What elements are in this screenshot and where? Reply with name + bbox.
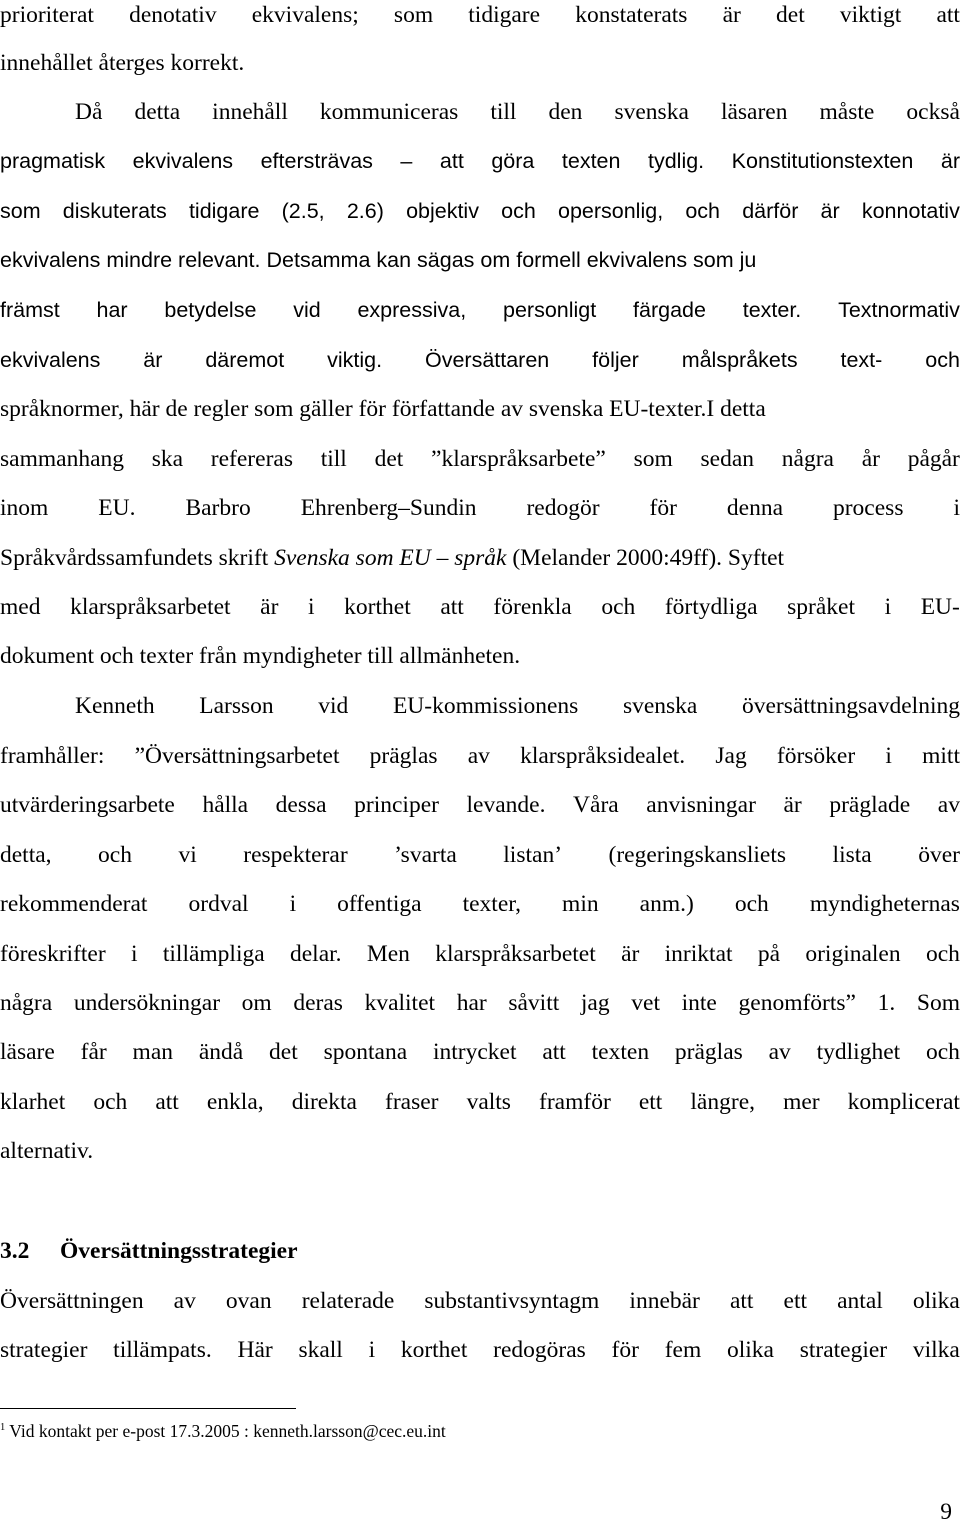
section-number: 3.2 <box>0 1238 30 1264</box>
footnote-separator <box>0 1408 296 1409</box>
line-text: ekvivalens mindre relevant. Detsamma kan sägas om formell ekvivalens som ju <box>0 248 757 272</box>
word: redogör <box>526 495 600 521</box>
word: som <box>0 199 41 223</box>
word: mer <box>783 1089 820 1115</box>
word: det <box>776 2 805 28</box>
text-line <box>0 1037 960 1067</box>
word: främst <box>0 298 60 322</box>
word: mitt <box>922 743 960 769</box>
footnote-text: Vid kontakt per e-post 17.3.2005 : kenneth.larsson@cec.eu.int <box>5 1421 446 1441</box>
word: enkla, <box>206 1089 264 1115</box>
word: antal <box>837 1288 883 1314</box>
word: texten <box>591 1039 650 1065</box>
text-line <box>0 0 960 30</box>
word: deras <box>293 990 343 1016</box>
word: ”Översättningsarbetet <box>134 743 340 769</box>
word: därför <box>742 199 799 223</box>
word: anm.) <box>639 891 694 917</box>
text-line <box>0 196 960 226</box>
word: framhåller: <box>0 743 105 769</box>
word: strategier <box>0 1337 88 1363</box>
word: Textnormativ <box>838 298 960 322</box>
word: texter. <box>742 298 802 322</box>
word: fem <box>664 1337 702 1363</box>
word: i <box>289 891 297 917</box>
word: klarspråksarbetet <box>435 941 596 967</box>
line-text-start: Språkvårdssamfundets skrift <box>0 545 275 571</box>
word: Då <box>75 99 103 125</box>
word: det <box>269 1039 298 1065</box>
word: korthet <box>400 1337 468 1363</box>
word: olika <box>912 1288 960 1314</box>
word: av <box>768 1039 791 1065</box>
publication-title: Svenska som EU – språk <box>274 545 507 571</box>
word: är <box>722 2 741 28</box>
word: genomförts” <box>738 990 856 1016</box>
word: Översättaren <box>424 348 550 372</box>
word: tydlighet <box>816 1039 901 1065</box>
word: att <box>439 149 464 173</box>
word: tidigare <box>468 2 541 28</box>
word: listan’ <box>503 842 563 868</box>
word: ordval <box>188 891 249 917</box>
word: klarspråksidealet. <box>520 743 686 769</box>
word: skall <box>298 1337 343 1363</box>
line-text: dokument och texter från myndigheter till allmänheten. <box>0 643 521 669</box>
word: personligt <box>503 298 597 322</box>
text-line <box>0 641 960 671</box>
word: är <box>143 348 163 372</box>
section-title: Översättningsstrategier <box>60 1238 298 1264</box>
word: – <box>400 149 413 173</box>
word: och <box>925 941 960 967</box>
word: följer <box>592 348 639 372</box>
word: i <box>368 1337 376 1363</box>
word: detta <box>134 99 181 125</box>
word: vid <box>318 693 349 719</box>
text-line <box>0 97 960 127</box>
text-line <box>0 394 960 424</box>
word: till <box>490 99 517 125</box>
word: läsare <box>0 1039 55 1065</box>
text-line <box>0 1286 960 1316</box>
word: viktigt <box>839 2 902 28</box>
word: är <box>820 199 840 223</box>
word: innebär <box>629 1288 700 1314</box>
word: präglade <box>829 792 911 818</box>
word: strategier <box>799 1337 888 1363</box>
word: några <box>781 446 834 472</box>
word: dessa <box>275 792 327 818</box>
word: är <box>783 792 802 818</box>
word: är <box>621 941 640 967</box>
page-number: 9 <box>940 1499 952 1525</box>
word: detta, <box>0 842 52 868</box>
word: (2.5, <box>281 199 325 223</box>
word: inom <box>0 495 49 521</box>
word: myndigheternas <box>809 891 960 917</box>
word: att <box>936 2 960 28</box>
word: respekterar <box>243 842 348 868</box>
text-line <box>0 840 960 870</box>
word: konstaterats <box>575 2 688 28</box>
word: texten <box>561 149 621 173</box>
word: refereras <box>210 446 293 472</box>
word: år <box>861 446 880 472</box>
line-text: innehållet återges korrekt. <box>0 50 245 76</box>
text-line <box>0 1087 960 1117</box>
word: tidigare <box>188 199 260 223</box>
word: är <box>260 594 279 620</box>
word: är <box>940 149 960 173</box>
word: att <box>542 1039 566 1065</box>
text-line <box>0 48 960 78</box>
word: hålla <box>202 792 249 818</box>
word: tillämpats. <box>113 1337 212 1363</box>
word: vet <box>631 990 660 1016</box>
line-text: alternativ. <box>0 1138 94 1164</box>
word: Men <box>366 941 410 967</box>
word: EU. <box>98 495 136 521</box>
text-line <box>0 245 960 275</box>
word: har <box>456 990 487 1016</box>
word: prioriterat <box>0 2 94 28</box>
word: innehåll <box>212 99 288 125</box>
word: att <box>440 594 464 620</box>
word: EU-kommissionens <box>392 693 579 719</box>
word: Konstitutionstexten <box>731 149 914 173</box>
word: i <box>885 743 892 769</box>
word: däremot <box>205 348 285 372</box>
word: att <box>729 1288 754 1314</box>
word: inte <box>681 990 717 1016</box>
word: kvalitet <box>364 990 436 1016</box>
word: ändå <box>198 1039 244 1065</box>
word: korthet <box>344 594 411 620</box>
word: längre, <box>690 1089 755 1115</box>
word: (regeringskansliets <box>608 842 787 868</box>
word: några <box>0 990 53 1016</box>
word: svenska <box>614 99 689 125</box>
word: språket <box>787 594 855 620</box>
word: förenkla <box>493 594 572 620</box>
word: sedan <box>700 446 755 472</box>
word: EU- <box>920 594 960 620</box>
text-line <box>0 543 960 573</box>
word: viktig. <box>327 348 383 372</box>
word: läsaren <box>720 99 788 125</box>
text-line <box>0 295 960 325</box>
word: och <box>501 199 536 223</box>
word: och <box>601 594 636 620</box>
word: ett <box>783 1288 808 1314</box>
word: Barbro <box>185 495 251 521</box>
word: konnotativ <box>861 199 960 223</box>
text-line <box>0 444 960 474</box>
word: som <box>633 446 673 472</box>
word: framför <box>539 1089 611 1115</box>
word: komplicerat <box>847 1089 960 1115</box>
word: pragmatisk <box>0 149 106 173</box>
word: delar. <box>290 941 342 967</box>
word: det <box>374 446 404 472</box>
word: direkta <box>291 1089 357 1115</box>
word: offentiga <box>337 891 422 917</box>
word: 2.6) <box>346 199 384 223</box>
word: substantivsyntagm <box>424 1288 600 1314</box>
word: präglas <box>369 743 438 769</box>
word: med <box>0 594 41 620</box>
word: originalen <box>805 941 901 967</box>
text-line <box>0 889 960 919</box>
word: om <box>241 990 272 1016</box>
word: valts <box>466 1089 511 1115</box>
text-line <box>0 741 960 771</box>
word: till <box>320 446 347 472</box>
word: anvisningar <box>646 792 756 818</box>
word: sammanhang <box>0 446 124 472</box>
word: diskuterats <box>62 199 167 223</box>
word: ekvivalens <box>0 348 101 372</box>
word: och <box>685 199 721 223</box>
word: göra <box>491 149 535 173</box>
word: process <box>832 495 904 521</box>
word: svenska <box>622 693 698 719</box>
word: text- <box>840 348 883 372</box>
word: levande. <box>466 792 546 818</box>
word: försöker <box>776 743 856 769</box>
text-line <box>0 790 960 820</box>
word: i <box>308 594 315 620</box>
word: av <box>467 743 490 769</box>
word: ovan <box>225 1288 272 1314</box>
word: intrycket <box>432 1039 517 1065</box>
word: opersonlig, <box>557 199 664 223</box>
word: Larsson <box>199 693 274 719</box>
word: ska <box>151 446 184 472</box>
word: och <box>93 1089 128 1115</box>
word: principer <box>354 792 439 818</box>
word: också <box>906 99 960 125</box>
word: betydelse <box>164 298 257 322</box>
word: pågår <box>907 446 960 472</box>
word: kommuniceras <box>319 99 459 125</box>
text-line <box>0 988 960 1018</box>
word: vilka <box>912 1337 960 1363</box>
word: av <box>173 1288 196 1314</box>
word: klarspråksarbetet <box>70 594 231 620</box>
word: denna <box>726 495 784 521</box>
word: Ehrenberg–Sundin <box>300 495 477 521</box>
word: redogöras <box>493 1337 586 1363</box>
word: Som <box>916 990 960 1016</box>
word: präglas <box>674 1039 743 1065</box>
word: tillämpliga <box>162 941 265 967</box>
word: och <box>734 891 769 917</box>
line-text <box>0 543 784 573</box>
word: 1. <box>877 990 896 1016</box>
word: av <box>937 792 960 818</box>
line-text-end: (Melander 2000:49ff). Syftet <box>506 545 785 571</box>
word: man <box>132 1039 174 1065</box>
word: i <box>131 941 138 967</box>
word: vi <box>178 842 197 868</box>
word: undersökningar <box>73 990 221 1016</box>
word: min <box>562 891 599 917</box>
word: på <box>757 941 781 967</box>
word: ”klarspråksarbete” <box>431 446 606 472</box>
text-line <box>0 939 960 969</box>
word: olika <box>726 1337 774 1363</box>
word: den <box>548 99 583 125</box>
text-line <box>0 592 960 622</box>
word: att <box>155 1089 179 1115</box>
word: föreskrifter <box>0 941 106 967</box>
word: Våra <box>573 792 619 818</box>
word: såvitt <box>508 990 560 1016</box>
text-line <box>0 1136 960 1166</box>
word: denotativ <box>129 2 217 28</box>
word: spontana <box>323 1039 408 1065</box>
text-line <box>0 146 960 176</box>
text-line <box>0 345 960 375</box>
text-line <box>0 691 960 721</box>
word: jag <box>580 990 610 1016</box>
word: måste <box>819 99 875 125</box>
word: över <box>918 842 960 868</box>
word: objektiv <box>406 199 479 223</box>
word: Här <box>237 1337 273 1363</box>
word: rekommenderat <box>0 891 148 917</box>
word: ’svarta <box>394 842 457 868</box>
word: relaterade <box>301 1288 395 1314</box>
word: Jag <box>715 743 747 769</box>
word: målspråkets <box>681 348 798 372</box>
word: och <box>926 1039 960 1065</box>
word: för <box>611 1337 639 1363</box>
text-line <box>0 493 960 523</box>
footnote <box>0 1418 446 1444</box>
word: förtydliga <box>664 594 758 620</box>
word: eftersträvas <box>260 149 373 173</box>
word: fraser <box>385 1089 439 1115</box>
word: klarhet <box>0 1089 66 1115</box>
word: har <box>96 298 128 322</box>
word: lista <box>832 842 872 868</box>
word: ekvivalens; <box>251 2 359 28</box>
word: utvärderingsarbete <box>0 792 175 818</box>
word: inriktat <box>664 941 733 967</box>
word: tydlig. <box>647 149 705 173</box>
word: expressiva, <box>357 298 467 322</box>
word: som <box>393 2 434 28</box>
section-heading <box>0 1236 298 1266</box>
word: får <box>80 1039 107 1065</box>
word: översättningsavdelning <box>741 693 960 719</box>
word: i <box>884 594 892 620</box>
footnote-marker: 1 <box>0 1422 6 1434</box>
word: och <box>98 842 132 868</box>
text-line <box>0 1335 960 1365</box>
word: ett <box>638 1089 663 1115</box>
word: ekvivalens <box>132 149 234 173</box>
word: Kenneth <box>75 693 155 719</box>
word: vid <box>293 298 321 322</box>
word: texter, <box>462 891 522 917</box>
word: för <box>649 495 677 521</box>
word: och <box>925 348 960 372</box>
line-text: språknormer, här de regler som gäller för författande av svenska EU-texter.I detta <box>0 396 766 422</box>
word: Översättningen <box>0 1288 144 1314</box>
word: färgade <box>633 298 706 322</box>
word: i <box>953 495 960 521</box>
